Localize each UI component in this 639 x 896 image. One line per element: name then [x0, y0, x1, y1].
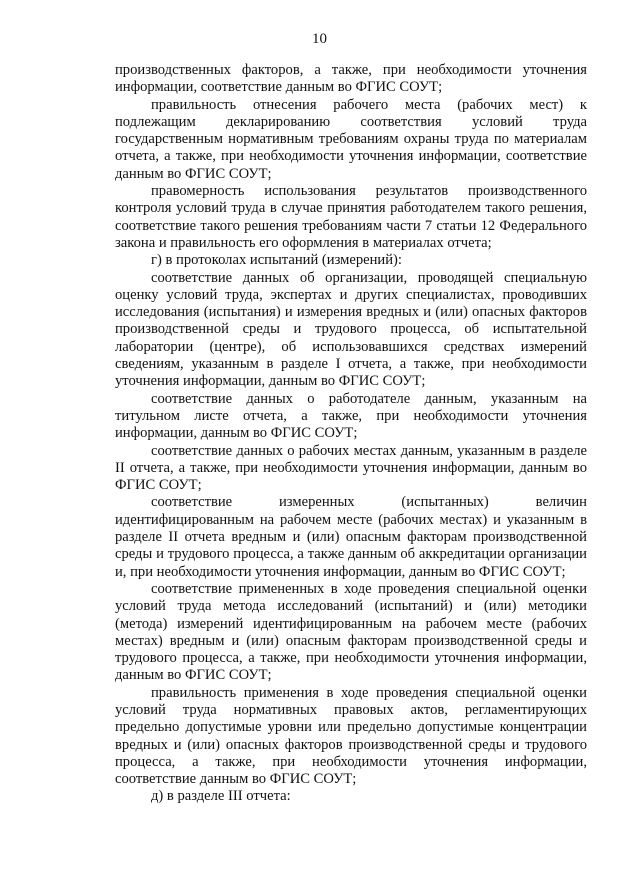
page-number: 10	[312, 31, 327, 47]
paragraph-1: производственных факторов, а также, при необходимости уточнения информации, соответствие данным во ФГИС СОУТ;	[115, 62, 587, 96]
paragraph-6: соответствие данных о работодателе данным, указанным на титульном листе отчета, а также, при необходимости уточнения информации, данным во ФГИС СОУТ;	[115, 390, 587, 442]
paragraph-7: соответствие данных о рабочих местах данным, указанным в разделе II отчета, а также, при необходимости уточнения информации, данным во ФГИС СОУТ;	[115, 442, 587, 494]
paragraph-2: правильность отнесения рабочего места (рабочих мест) к подлежащим декларированию соответствия условий труда государственным нормативным требованиям охраны труда по материалам отчета, а также, при необходимости уточнения информации, соответствие данным во ФГИС СОУТ;	[115, 96, 587, 182]
paragraph-10: правильность применения в ходе проведения специальной оценки условий труда нормативных правовых актов, регламентирующих предельно допустимые уровни или предельно допустимые концентрации вредных и (или) опасных факторов производственной среды и трудового процесса, а также, при необходимости уточнения информации, соответствие данным во ФГИС СОУТ;	[115, 684, 587, 788]
paragraph-11: д) в разделе III отчета:	[151, 788, 291, 805]
paragraph-5: соответствие данных об организации, проводящей специальную оценку условий труда, экспертах и других специалистах, проводивших исследования (испытания) и измерения вредных и (или) опасных факторов производственной среды и трудового процесса, об испытательной лаборатории (центре), об использовавшихся средствах измерений сведениям, указанным в разделе I отчета, а также, при необходимости уточнения информации, данным во ФГИС СОУТ;	[115, 269, 587, 390]
paragraph-4: г) в протоколах испытаний (измерений):	[151, 252, 402, 269]
paragraph-8: соответствие измеренных (испытанных) величин идентифицированным на рабочем месте (рабочих местах) и указанным в разделе II отчета вредным и (или) опасным факторам производственной среды и трудового процесса, а также данным об аккредитации организации и, при необходимости уточнения информации, данным во ФГИС СОУТ;	[115, 494, 587, 580]
document-body	[115, 62, 587, 806]
paragraph-9: соответствие примененных в ходе проведения специальной оценки условий труда метода исследований (испытаний) и (или) методики (метода) измерений идентифицированным на рабочем месте (рабочих местах) вредным и (или) опасным факторам производственной среды и трудового процесса, а также, при необходимости уточнения информации, данным во ФГИС СОУТ;	[115, 580, 587, 684]
paragraph-3: правомерность использования результатов производственного контроля условий труда в случае принятия работодателем такого решения, соответствие такого решения требованиям части 7 статьи 12 Федерального закона и правильность его оформления в материалах отчета;	[115, 183, 587, 251]
